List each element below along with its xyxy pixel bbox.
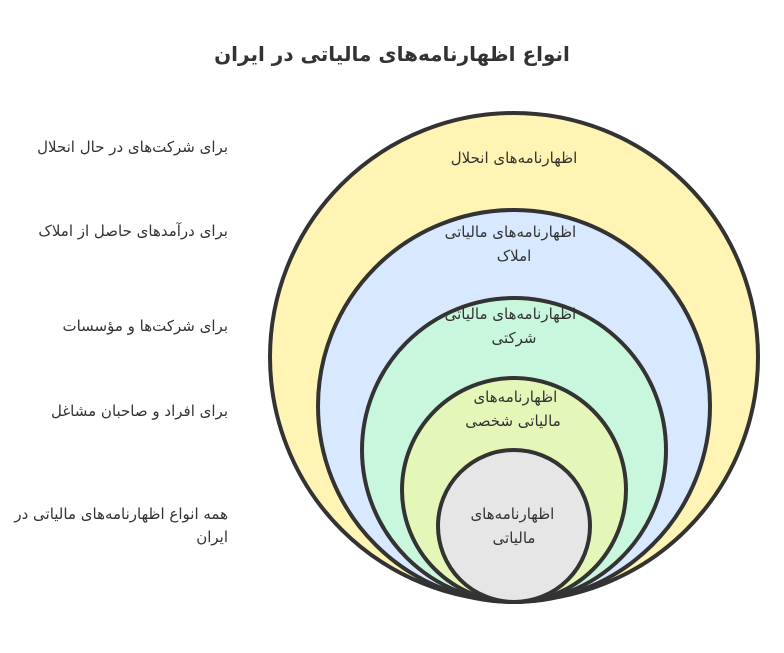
ring-label-corporate: اظهارنامه‌های مالیاتی شرکتی <box>444 305 577 347</box>
ring-label-core: اظهارنامه‌های مالیاتی <box>470 505 555 547</box>
diagram-title: انواع اظهارنامه‌های مالیاتی در ایران <box>214 42 570 66</box>
ring-label-personal: اظهارنامه‌های مالیاتی شخصی <box>465 388 561 430</box>
ring-label-liquidation: اظهارنامه‌های انحلال <box>450 149 578 167</box>
ring-core <box>438 450 590 602</box>
ring-label-property: اظهارنامه‌های مالیاتی املاک <box>444 223 577 265</box>
description-property: برای درآمدهای حاصل از املاک <box>38 222 228 240</box>
description-liquidation: برای شرکت‌های در حال انحلال <box>37 138 228 156</box>
description-corporate: برای شرکت‌ها و مؤسسات <box>62 317 228 335</box>
description-personal: برای افراد و صاحبان مشاغل <box>50 402 228 420</box>
description-core: همه انواع اظهارنامه‌های مالیاتی در ایران <box>14 505 228 546</box>
